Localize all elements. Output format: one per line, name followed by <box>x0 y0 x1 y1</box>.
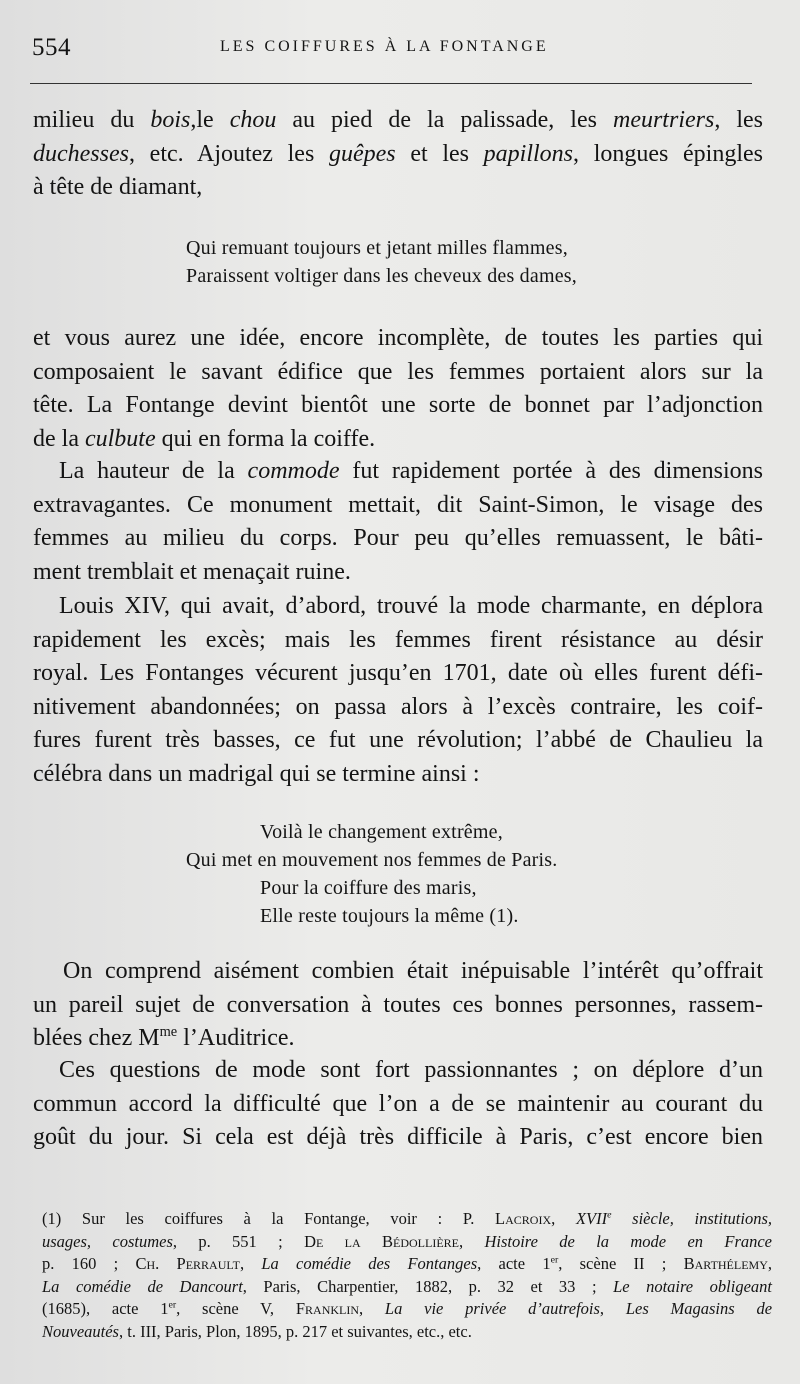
verse-line: Qui met en mouvement nos femmes de Paris. <box>186 849 558 871</box>
footnote-line: (1685), acte 1er, scène V, Franklin, La vie privée d’autrefois, Les Magasins de <box>42 1299 773 1319</box>
text-line: blées chez $M^{me}$ l’Auditrice. <box>33 1024 295 1051</box>
paragraph-4 <box>33 590 763 791</box>
verse-line: Qui remuant toujours et jetant milles flammes, <box>186 237 568 259</box>
text-line: nitivement abandonnées; on passa alors à l’excès contraire, les coif- <box>33 693 763 720</box>
footnote-line: usages, costumes, p. 551 ; De la Bédollière, Histoire de la mode en France <box>42 1231 773 1251</box>
verse-line: Pour la coiffure des maris, <box>260 877 477 899</box>
verse-line: Paraissent voltiger dans les cheveux des dames, <box>186 265 577 287</box>
header-rule <box>30 83 752 84</box>
text-line: fures furent très basses, ce fut une révolution; l’abbé de Chaulieu la <box>33 727 763 753</box>
text-line: et vous aurez une idée, encore incomplète, de toutes les parties qui <box>33 325 763 351</box>
text-line: de la culbute qui en forma la coiffe. <box>33 425 376 452</box>
text-line: un pareil sujet de conversation à toutes ces bonnes personnes, rassem- <box>33 991 763 1018</box>
text-line: Louis XIV, qui avait, d’abord, trouvé la mode charmante, en déplora <box>59 593 763 619</box>
page-header <box>32 30 752 70</box>
paragraph-3 <box>33 455 763 589</box>
footnote-line: (1) Sur les coiffures à la Fontange, voir : P. Lacroix, XVIIe siècle, institutions, <box>42 1209 773 1228</box>
text-line: La hauteur de la commode fut rapidement portée à des dimensions <box>59 458 764 484</box>
text-line: composaient le savant édifice que les femmes portaient alors sur la <box>33 358 763 385</box>
footnote-line: La comédie de Dancourt, Paris, Charpentier, 1882, p. 32 et 33 ; Le notaire obligeant <box>42 1276 772 1296</box>
text-line: On comprend aisément combien était inépuisable l’intérêt qu’offrait <box>63 958 763 984</box>
verse-line: Elle reste toujours la même (1). <box>260 905 519 927</box>
verse-quote-1 <box>186 234 577 290</box>
paragraph-6 <box>33 1054 763 1155</box>
text-line: commun accord la difficulté que l’on a de se maintenir au courant du <box>33 1090 763 1117</box>
running-title: LES COIFFURES À LA FONTANGE <box>220 38 549 55</box>
paragraph-2 <box>33 322 763 456</box>
text-line: tête. La Fontange devint bientôt une sorte de bonnet par l’adjonction <box>33 392 763 418</box>
text-line: duchesses, etc. Ajoutez les guêpes et les papillons, longues épingles <box>33 140 764 167</box>
text-line: royal. Les Fontanges vécurent jusqu’en 1701, date où elles furent défi- <box>33 660 763 686</box>
paragraph-5 <box>33 955 763 1056</box>
page-number: 554 <box>32 34 71 61</box>
text-line: à tête de diamant, <box>33 174 203 200</box>
text-line: Ces questions de mode sont fort passionnantes ; on déplore d’un <box>59 1057 763 1083</box>
paragraph-1 <box>33 104 763 205</box>
text-line: extravagantes. Ce monument mettait, dit Saint-Simon, le visage des <box>33 491 763 518</box>
verse-line: Voilà le changement extrême, <box>260 821 503 843</box>
text-line: milieu du bois,le chou au pied de la palissade, les meurtriers, les <box>33 107 763 133</box>
text-line: ment tremblait et menaçait ruine. <box>33 558 351 585</box>
text-line: rapidement les excès; mais les femmes firent résistance au désir <box>33 626 763 653</box>
text-line: femmes au milieu du corps. Pour peu qu’elles remuassent, le bâti- <box>33 525 763 551</box>
footnote-line: Nouveautés, t. III, Paris, Plon, 1895, p. 217 et suivantes, etc., etc. <box>42 1321 472 1341</box>
text-line: célébra dans un madrigal qui se termine ainsi : <box>33 760 480 787</box>
footnote-line: p. 160 ; Ch. Perrault, La comédie des Fontanges, acte 1er, scène II ; Barthélemy, <box>42 1254 773 1274</box>
verse-quote-2 <box>186 818 557 930</box>
footnote <box>42 1208 772 1344</box>
text-line: goût du jour. Si cela est déjà très difficile à Paris, c’est encore bien <box>33 1124 763 1150</box>
